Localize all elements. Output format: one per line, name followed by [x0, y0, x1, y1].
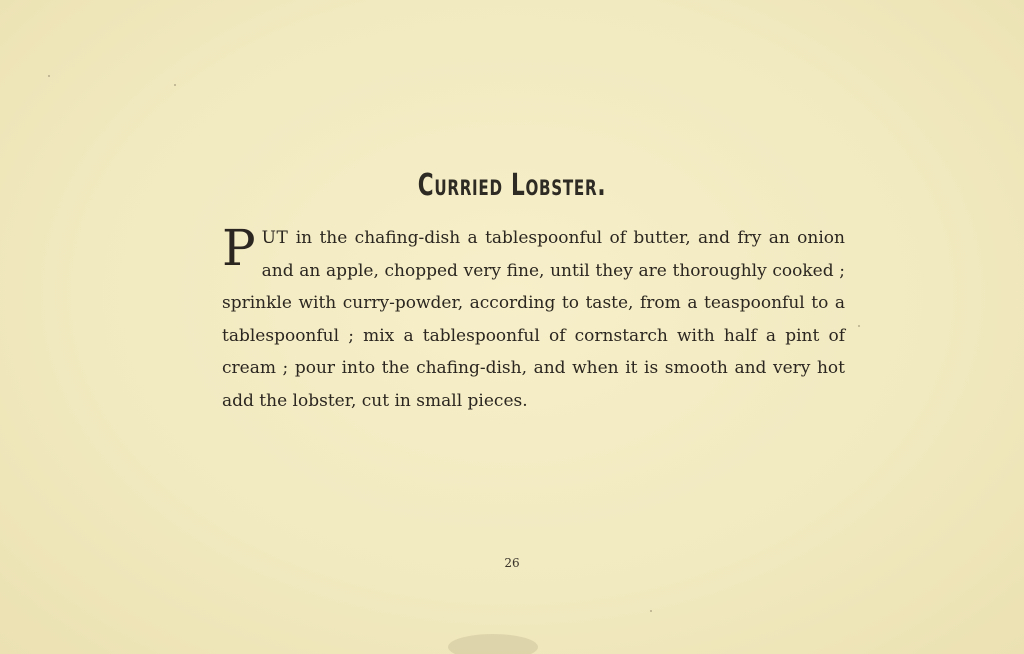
- drop-cap-letter: P: [222, 219, 256, 277]
- paper-speck: [650, 610, 652, 612]
- lead-word: UT: [261, 228, 289, 248]
- paper-speck: [48, 75, 50, 77]
- page-number: 26: [504, 556, 520, 570]
- recipe-text: [222, 219, 845, 417]
- paper-speck: [174, 84, 176, 86]
- paper-smudge: [448, 634, 538, 654]
- paper-speck: [858, 325, 860, 327]
- recipe-body: in the chafing-dish a tablespoonful of butter, and fry an onion and an apple, chopped very fine, until they are thoroughly cooked ; sprinkle with curry-powder, according to taste, from a teaspoonful to a tablespoonful ; mix a tablespoonful of cornstarch with half a pint of cream ; pour into the chafing-dish, and when it is smooth and very hot add the lobster, cut in small pieces.: [222, 228, 845, 411]
- recipe-title: Curried Lobster.: [417, 168, 607, 203]
